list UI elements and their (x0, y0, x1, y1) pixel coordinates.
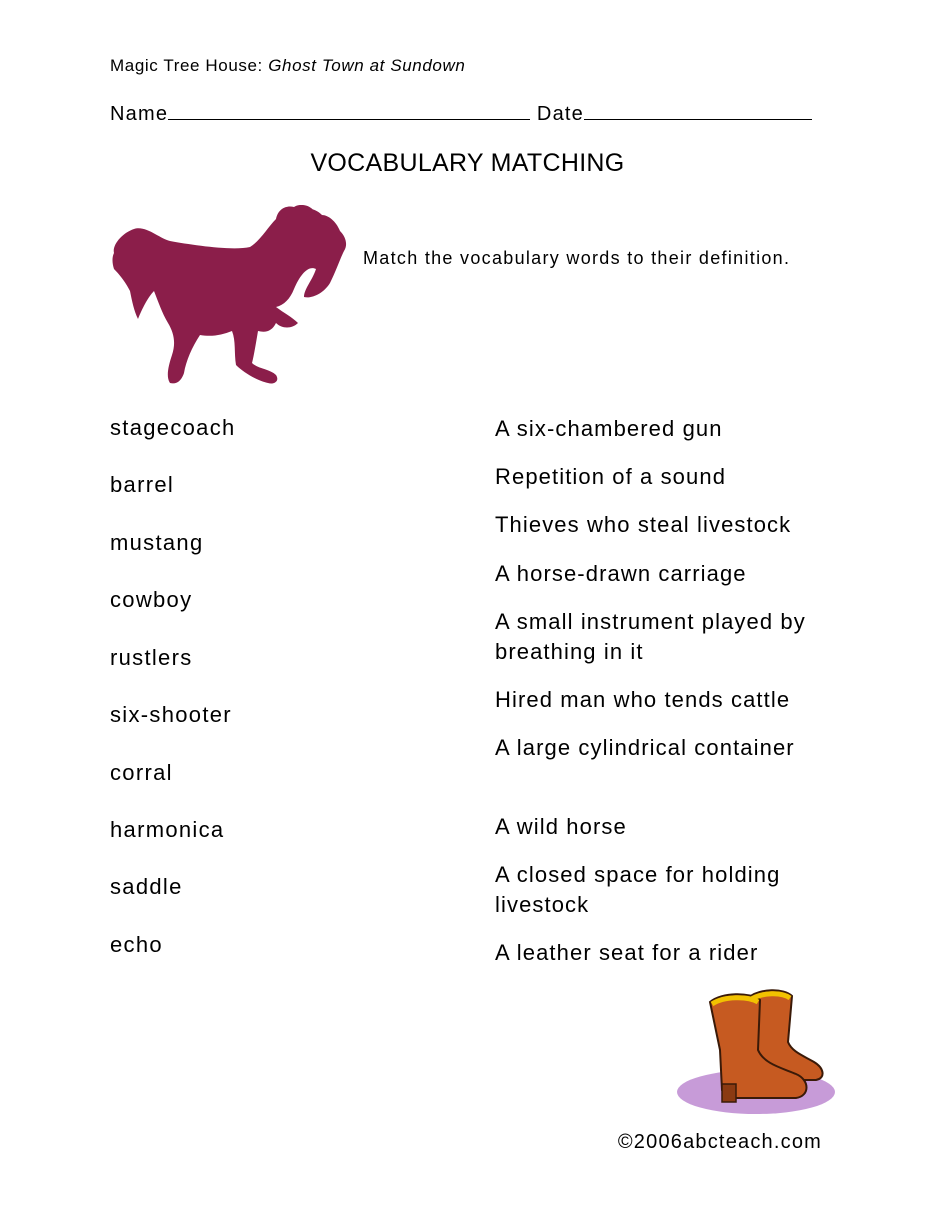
definition: A large cylindrical container (495, 735, 795, 760)
definition: Hired man who tends cattle (495, 687, 791, 712)
page-title: VOCABULARY MATCHING (310, 149, 625, 177)
book-title: Ghost Town at Sundown (268, 56, 466, 75)
definition: A six-chambered gun (495, 416, 723, 441)
vocab-word: stagecoach (110, 415, 236, 440)
vocab-word: mustang (110, 530, 204, 555)
source-line (110, 56, 465, 76)
boot-heel (722, 1084, 736, 1102)
definition: A leather seat for a rider (495, 940, 759, 965)
definition: A horse-drawn carriage (495, 561, 747, 586)
instructions: Match the vocabulary words to their definition. (363, 248, 791, 268)
definition: A closed space for holding livestock (495, 862, 781, 917)
vocab-word: six-shooter (110, 702, 232, 727)
cowboy-boots-illustration (676, 980, 838, 1118)
horse-illustration (108, 205, 350, 390)
vocab-word: barrel (110, 472, 175, 497)
vocab-word: echo (110, 932, 163, 957)
definition: A wild horse (495, 814, 627, 839)
vocab-word: saddle (110, 874, 183, 899)
horse-silhouette (113, 209, 347, 384)
name-blank[interactable] (168, 101, 530, 120)
vocab-word: cowboy (110, 587, 193, 612)
source-prefix: Magic Tree House: (110, 56, 269, 75)
name-date-line (110, 101, 812, 126)
date-label: Date (536, 103, 584, 125)
date-blank[interactable] (584, 101, 812, 120)
definition: Repetition of a sound (495, 464, 727, 489)
definition: A small instrument played by breathing in it (495, 609, 806, 664)
definition: Thieves who steal livestock (495, 512, 792, 537)
vocab-word: rustlers (110, 645, 193, 670)
front-boot (710, 994, 807, 1098)
vocab-word: corral (110, 760, 173, 785)
name-label: Name (110, 103, 169, 125)
copyright: ©2006abcteach.com (617, 1131, 822, 1153)
vocab-word: harmonica (110, 817, 225, 842)
